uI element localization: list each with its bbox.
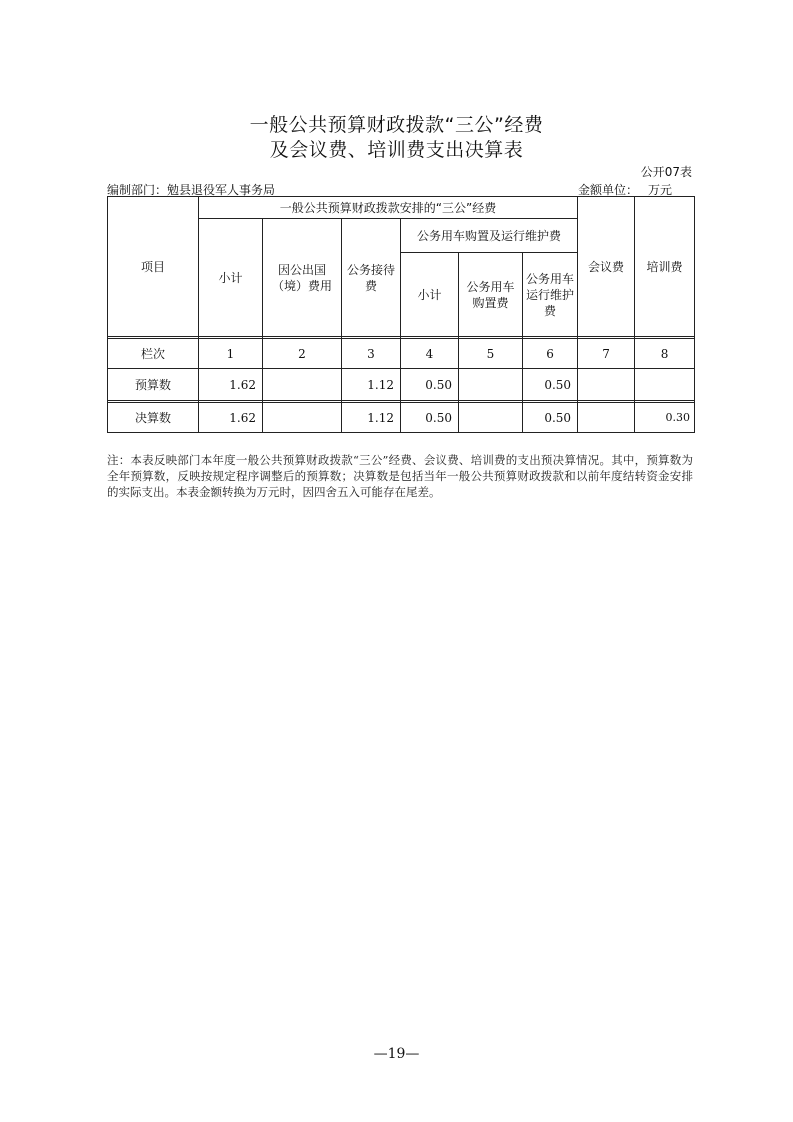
table-cell: 1.62 (199, 403, 263, 433)
vehicle-subtotal-header: 小计 (401, 253, 459, 337)
column-number: 7 (578, 339, 635, 369)
vehicle-purchase-header: 公务用车购置费 (459, 253, 523, 337)
table-row-actual (108, 403, 695, 433)
column-number: 4 (401, 339, 459, 369)
table-cell (263, 403, 342, 433)
table-cell (263, 369, 342, 401)
table-cell: 0.50 (523, 369, 578, 401)
abroad-header: 因公出国（境）费用 (263, 219, 342, 337)
table-note: 注：本表反映部门本年度一般公共预算财政拨款“三公”经费、会议费、培训费的支出预决算情况。其中，预算数为全年预算数，反映按规定程序调整后的预算数；决算数是包括当年一般公共预算财政拨款和以前年度结转资金安排的实际支出。本表金额转换为万元时，因四舍五入可能存在尾差。 (107, 453, 693, 499)
table-cell: 0.50 (401, 403, 459, 433)
unit-value: 万元 (648, 183, 673, 197)
column-number: 6 (523, 339, 578, 369)
table-cell: 1.62 (199, 369, 263, 401)
row-label-budget: 预算数 (108, 369, 199, 401)
table-cell (635, 369, 695, 401)
reception-header: 公务接待费 (342, 219, 401, 337)
vehicle-group-header: 公务用车购置及运行维护费 (401, 219, 578, 253)
table-cell: 0.50 (401, 369, 459, 401)
column-number-row (108, 339, 695, 369)
column-number: 5 (459, 339, 523, 369)
column-number: 3 (342, 339, 401, 369)
table-cell: 1.12 (342, 403, 401, 433)
column-number: 1 (199, 339, 263, 369)
expenditure-table (107, 196, 695, 433)
meeting-header: 会议费 (578, 197, 635, 337)
column-number: 2 (263, 339, 342, 369)
department-label: 编制部门：勉县退役军人事务局 (107, 183, 276, 197)
table-cell (578, 369, 635, 401)
table-row-budget (108, 369, 695, 401)
item-header: 项目 (108, 197, 199, 337)
table-cell: 0.30 (635, 403, 695, 433)
column-number: 8 (635, 339, 695, 369)
group-header: 一般公共预算财政拨款安排的“三公”经费 (199, 197, 578, 219)
subtotal-header: 小计 (199, 219, 263, 337)
sheet-code: 公开07表 (640, 165, 692, 179)
unit-label: 金额单位： (578, 183, 639, 197)
page-number: —19— (373, 1046, 420, 1062)
column-number-label: 栏次 (108, 339, 199, 369)
vehicle-operation-header: 公务用车运行维护费 (523, 253, 578, 337)
table-cell: 1.12 (342, 369, 401, 401)
table-cell (578, 403, 635, 433)
page-title-line1: 一般公共预算财政拨款“三公”经费 (249, 114, 544, 136)
training-header: 培训费 (635, 197, 695, 337)
table-cell: 0.50 (523, 403, 578, 433)
table-cell (459, 369, 523, 401)
page-title-line2: 及会议费、培训费支出决算表 (269, 139, 524, 161)
row-label-actual: 决算数 (108, 403, 199, 433)
table-cell (459, 403, 523, 433)
